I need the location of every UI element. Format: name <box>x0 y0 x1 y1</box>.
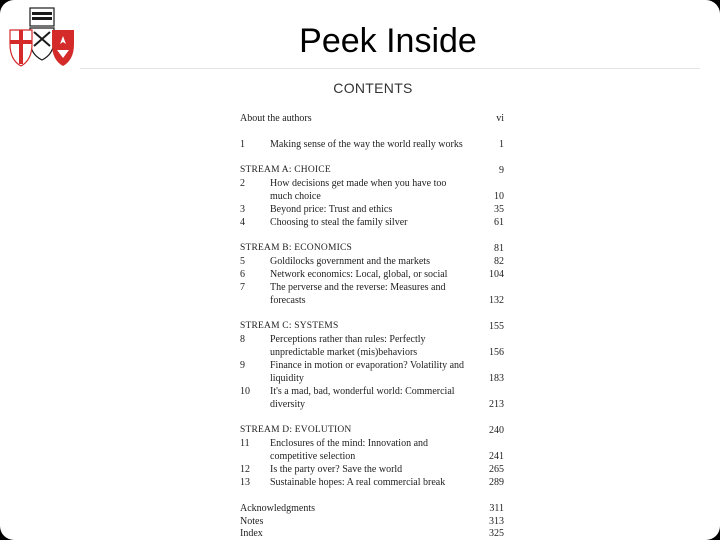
toc-entry-number: 6 <box>240 269 245 280</box>
toc-entry-title: Sustainable hopes: A real commercial break <box>270 477 446 488</box>
toc-entry-title: Acknowledgments <box>240 503 315 514</box>
toc-entry-page: 10 <box>494 191 504 202</box>
toc-entry-page: 61 <box>494 217 504 228</box>
contents-page-image <box>232 74 514 540</box>
toc-entry-number: 8 <box>240 334 245 345</box>
toc-entry-number: 1 <box>240 139 245 150</box>
toc-entry-number: 3 <box>240 204 245 215</box>
toc-entry-page: 155 <box>489 321 504 332</box>
toc-entry-title: Finance in motion or evaporation? Volatility and liquidity <box>270 360 465 384</box>
toc-entry-title: How decisions get made when you have too much choice <box>270 178 447 202</box>
toc-entry-title: The perverse and the reverse: Measures and forecasts <box>270 282 446 306</box>
toc-entry-number: 7 <box>240 282 245 293</box>
toc-entry-page: 35 <box>494 204 504 215</box>
toc-entry-title: Choosing to steal the family silver <box>270 217 408 228</box>
toc-entry-number: 5 <box>240 256 245 267</box>
toc-entry-title: Enclosures of the mind: Innovation and competitive selection <box>270 438 429 462</box>
toc-entry-page: 81 <box>494 243 504 254</box>
toc-entry-title: STREAM D: EVOLUTION <box>240 425 352 435</box>
slide-title: Peek Inside <box>299 22 477 60</box>
toc-entry-title: Goldilocks government and the markets <box>270 256 430 267</box>
toc-entry-title: Perceptions rather than rules: Perfectly unpredictable market (mis)behaviors <box>270 334 426 358</box>
toc-entry-page: 325 <box>489 528 504 539</box>
toc-entry-page: 156 <box>489 347 504 358</box>
toc-entry-title: STREAM A: CHOICE <box>240 165 331 175</box>
toc-entry-page: 1 <box>499 139 504 150</box>
toc-entry-title: STREAM B: ECONOMICS <box>240 243 353 253</box>
toc-entry-number: 13 <box>240 477 250 488</box>
toc-entry-title: Is the party over? Save the world <box>270 464 403 475</box>
toc-entry-page: 311 <box>489 503 504 514</box>
toc-entry-title: It's a mad, bad, wonderful world: Commercial diversity <box>270 386 455 410</box>
toc-entry-title: Notes <box>240 516 264 527</box>
toc-entry-page: 104 <box>489 269 504 280</box>
toc-entry-number: 10 <box>240 386 250 397</box>
toc-entry-number: 4 <box>240 217 245 228</box>
toc-entry-page: 289 <box>489 477 504 488</box>
toc-entry-page: 183 <box>489 373 504 384</box>
toc-entry-number: 2 <box>240 178 245 189</box>
toc-entry-page: 313 <box>489 516 504 527</box>
toc-entry-page: 213 <box>489 399 504 410</box>
toc-entry-page: 9 <box>499 165 504 176</box>
toc-entry-page: 265 <box>489 464 504 475</box>
toc-entry-number: 11 <box>240 438 250 449</box>
toc-entry-page: 241 <box>489 451 504 462</box>
toc-entry-number: 9 <box>240 360 245 371</box>
toc-entry-title: Making sense of the way the world really works <box>270 139 463 150</box>
toc-entry-page: 132 <box>489 295 504 306</box>
toc-entry-title: Index <box>240 528 263 539</box>
toc-entry-page: 82 <box>494 256 504 267</box>
toc-entry-number: 12 <box>240 464 250 475</box>
toc-entry-title: Network economics: Local, global, or social <box>270 269 448 280</box>
toc-entry-title: Beyond price: Trust and ethics <box>270 204 393 215</box>
title-divider <box>80 68 700 69</box>
contents-heading: CONTENTS <box>333 80 413 96</box>
toc-entry-page: 240 <box>489 425 504 436</box>
toc-entry-title: STREAM C: SYSTEMS <box>240 321 339 331</box>
toc-entry-title: About the authors <box>240 113 312 124</box>
toc-entry-page: vi <box>496 113 504 124</box>
